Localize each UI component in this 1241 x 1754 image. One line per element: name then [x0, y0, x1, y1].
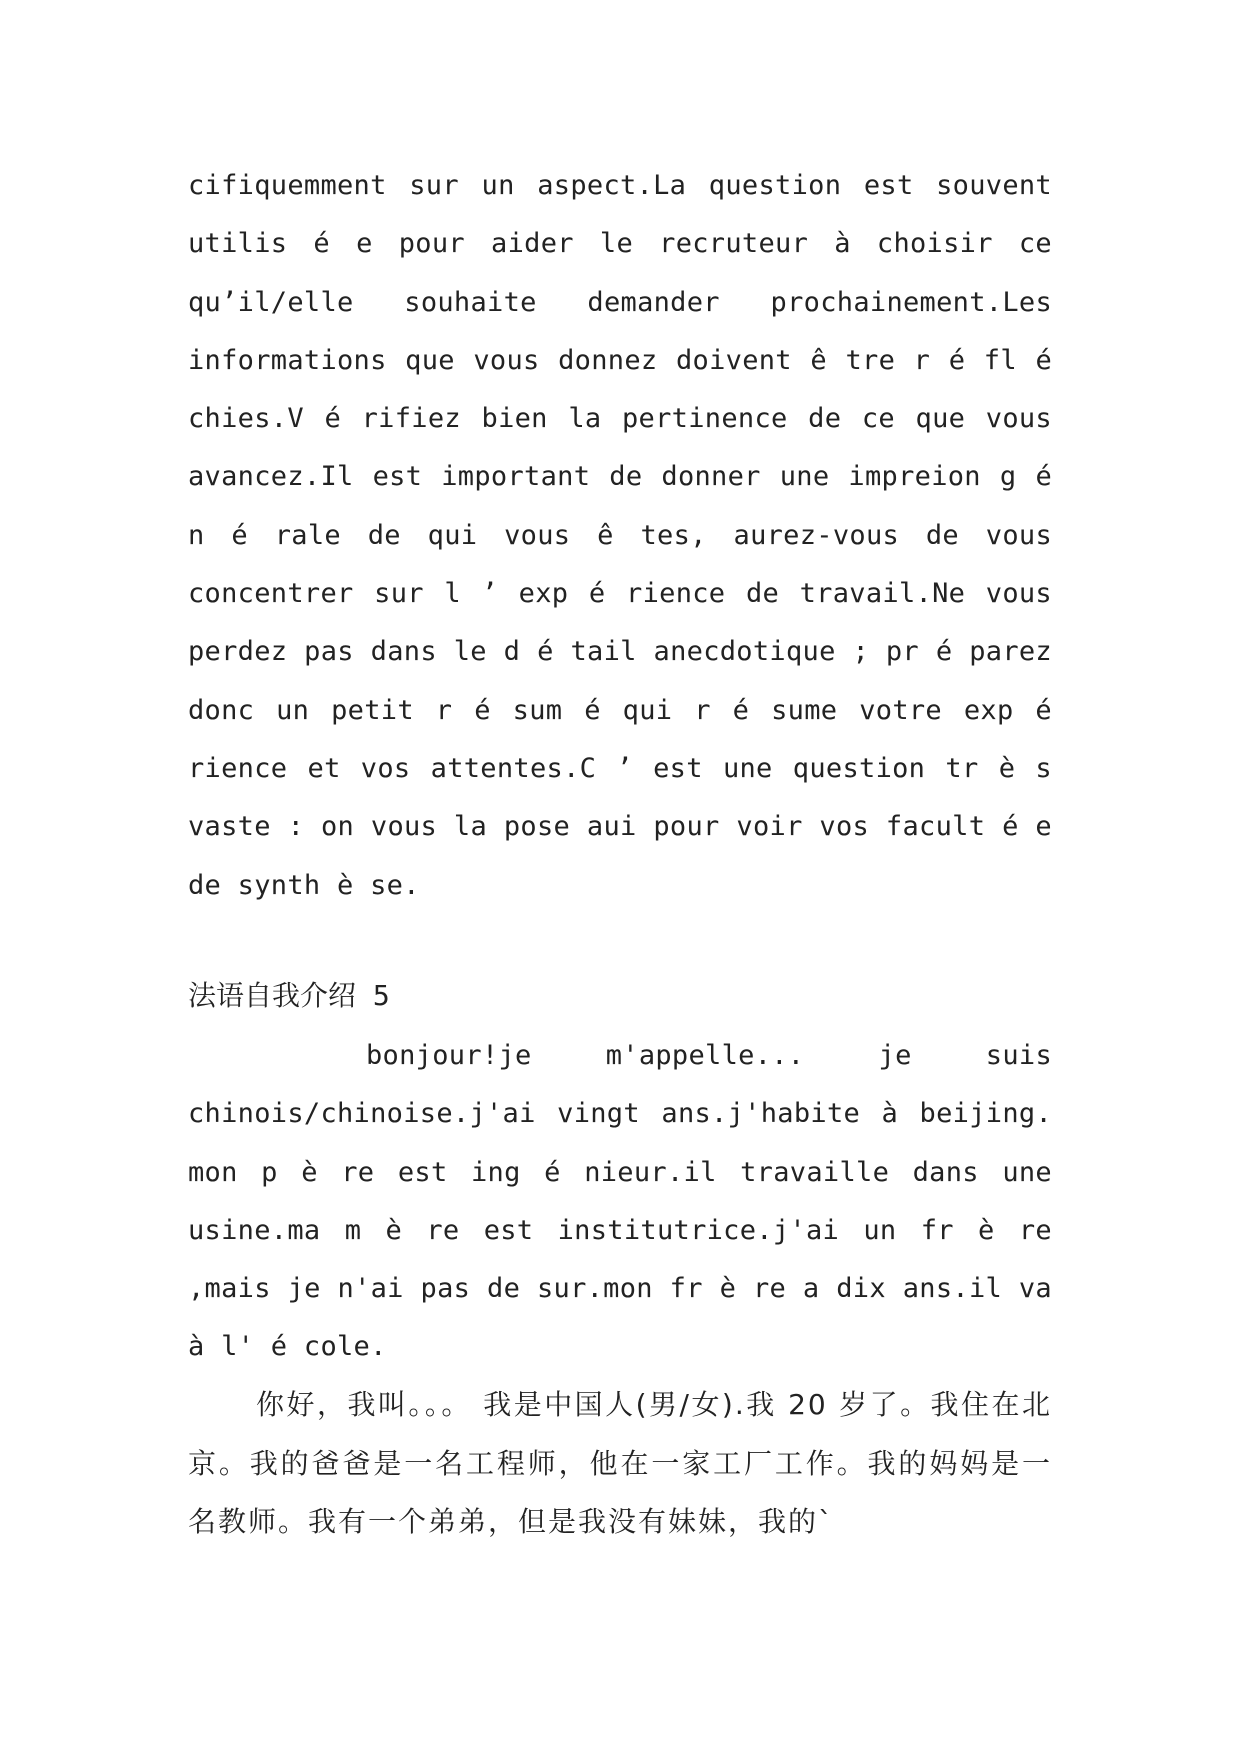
body-paragraph: cifiquemment sur un aspect.La question est souvent utilis é e pour aider le recruteur à choisir ce qu’il/elle souhaite demander prochainement.Les informations que vous donnez doivent ê tre r é fl é chies.V é rifiez bien la pertinence de ce que vous avancez.Il est important de donner une impreion g é n é rale de qui vous ê tes, aurez-vous de vous concentrer sur l ’ exp é rience de travail.Ne vous perdez pas dans le d é tail anecdotique ; pr é parez donc un petit r é sum é qui r é sume votre exp é rience et vos attentes.C ’ est une question tr è s vaste : on vous la pose aui pour voir vos facult é e de synth è se. — [188, 170, 1052, 901]
chinese-translation-paragraph: 你好，我叫。。。 我是中国人(男/女).我 20 岁了。我住在北京。我的爸爸是一名工程师，他在一家工厂工作。我的妈妈是一名教师。我有一个弟弟，但是我没有妹妹，我的` — [188, 1388, 1052, 1538]
section-heading: 法语自我介绍 5 — [188, 979, 390, 1012]
french-intro-paragraph: bonjour!je m'appelle... je suis chinois/chinoise.j'ai vingt ans.j'habite à beijing. mon p è re est ing é nieur.il travaille dans une usine.ma m è re est institutrice.j'ai un fr è re ,mais je n'ai pas de sur.mon fr è re a dix ans.il va à l' é cole. — [188, 1040, 1052, 1363]
